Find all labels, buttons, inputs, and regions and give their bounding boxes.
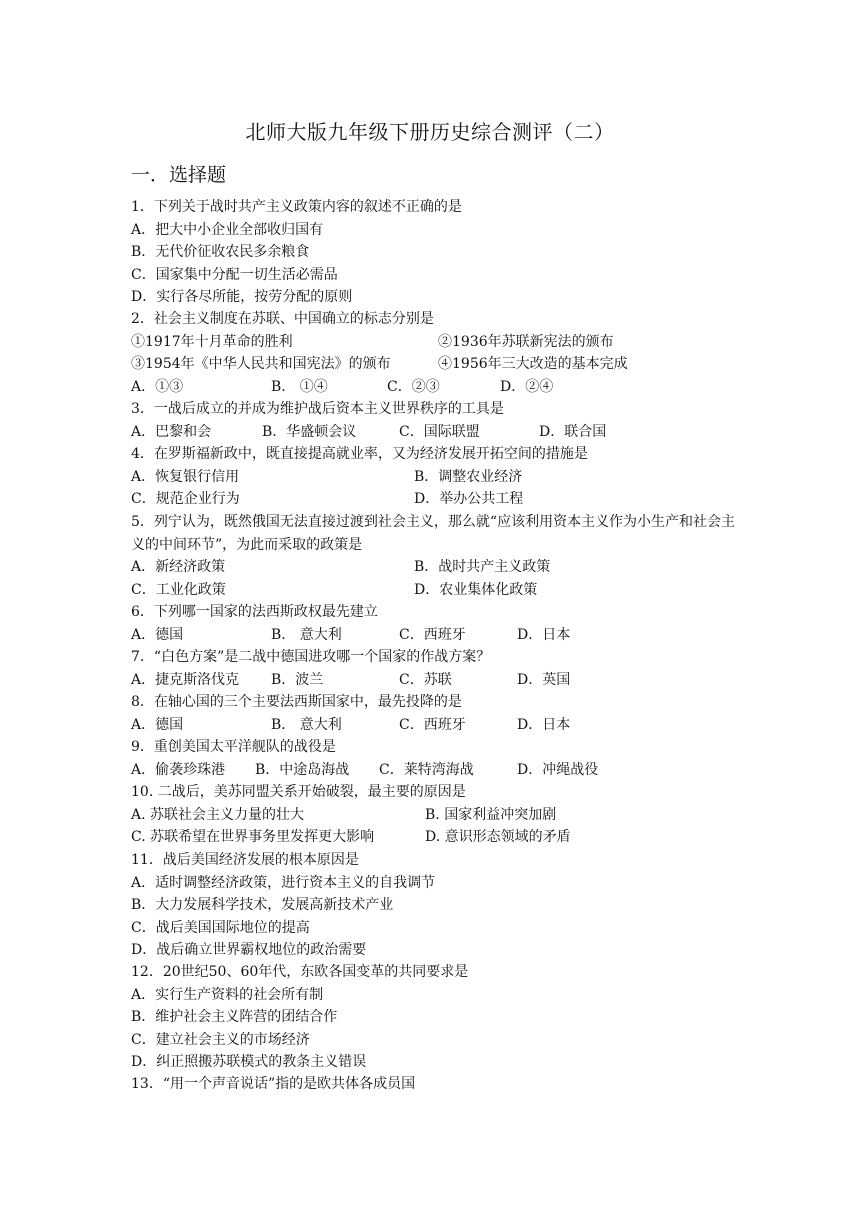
option-c: C．建立社会主义的市场经济 bbox=[131, 1031, 310, 1048]
question-stem: 5．列宁认为，既然俄国无法直接过渡到社会主义，那么就“应该利用资本主义作为小生产和社会主义的中间环节”，为此而采取的政策是 bbox=[131, 514, 736, 553]
options-row-1 bbox=[131, 466, 751, 489]
option-d: D．纠正照搬苏联模式的教条主义错误 bbox=[131, 1054, 367, 1070]
option-b: B．战时共产主义政策 bbox=[414, 559, 551, 575]
question-12 bbox=[131, 961, 751, 1074]
option-b: B. 国家利益冲突加剧 bbox=[425, 806, 557, 823]
items-row-2 bbox=[131, 353, 751, 376]
option-d: D．英国 bbox=[517, 671, 571, 688]
option-a: A. 苏联社会主义力量的壮大 bbox=[131, 806, 305, 823]
question-stem: 13．“用一个声音说话”指的是欧共体各成员国 bbox=[131, 1076, 416, 1092]
question-4 bbox=[131, 443, 751, 511]
options-row bbox=[131, 714, 751, 737]
option-d: D．②④ bbox=[500, 378, 554, 395]
option-b: B． 意大利 bbox=[271, 716, 342, 733]
option-a: A．捷克斯洛伐克 bbox=[131, 671, 240, 688]
option-d: D．战后确立世界霸权地位的政治需要 bbox=[131, 942, 367, 958]
option-a: A．德国 bbox=[131, 626, 184, 643]
option-d: D．日本 bbox=[517, 716, 571, 733]
question-10 bbox=[131, 781, 751, 849]
option-c: C．西班牙 bbox=[399, 716, 466, 733]
option-c: C．西班牙 bbox=[399, 626, 466, 643]
option-c: C．国际联盟 bbox=[399, 423, 480, 440]
question-13 bbox=[131, 1073, 751, 1096]
option-b: B．波兰 bbox=[271, 671, 324, 688]
option-a: A．①③ bbox=[131, 378, 184, 395]
item-3: ③1954年《中华人民共和国宪法》的颁布 bbox=[131, 356, 391, 372]
option-a: A．偷袭珍珠港 bbox=[131, 761, 226, 778]
option-c: C．②③ bbox=[387, 378, 440, 395]
option-d: D．农业集体化政策 bbox=[414, 581, 538, 598]
options-row-2 bbox=[131, 826, 751, 849]
options-row bbox=[131, 624, 751, 647]
options-row-2 bbox=[131, 488, 751, 511]
option-b: B．调整农业经济 bbox=[414, 468, 523, 485]
option-b: B．中途岛海战 bbox=[255, 761, 350, 778]
page-title: 北师大版九年级下册历史综合测评（二） bbox=[245, 120, 615, 144]
options-row bbox=[131, 421, 751, 444]
option-b: B． ①④ bbox=[271, 378, 328, 395]
question-1 bbox=[131, 196, 751, 309]
question-3 bbox=[131, 398, 751, 443]
option-b: B．无代价征收农民多余粮食 bbox=[131, 244, 310, 260]
option-d: D．举办公共工程 bbox=[414, 491, 524, 507]
question-stem: 4．在罗斯福新政中，既直接提高就业率，又为经济发展开拓空间的措施是 bbox=[131, 446, 588, 462]
option-c: C. 苏联希望在世界事务里发挥更大影响 bbox=[131, 829, 375, 845]
question-stem: 6．下列哪一国家的法西斯政权最先建立 bbox=[131, 604, 378, 620]
option-a: A．把大中小企业全部收归国有 bbox=[131, 221, 324, 238]
option-d: D. 意识形态领域的矛盾 bbox=[425, 829, 571, 845]
option-a: A．适时调整经济政策，进行资本主义的自我调节 bbox=[131, 874, 436, 891]
question-stem: 2．社会主义制度在苏联、中国确立的标志分别是 bbox=[131, 311, 434, 327]
question-stem: 8．在轴心国的三个主要法西斯国家中，最先投降的是 bbox=[131, 694, 462, 710]
option-c: C．战后美国国际地位的提高 bbox=[131, 919, 310, 936]
question-6 bbox=[131, 601, 751, 646]
question-8 bbox=[131, 691, 751, 736]
option-a: A．巴黎和会 bbox=[131, 423, 212, 440]
section-heading: 一．选择题 bbox=[131, 164, 227, 186]
options-row bbox=[131, 669, 751, 692]
question-stem: 7．“白色方案”是二战中德国进攻哪一个国家的作战方案？ bbox=[131, 649, 491, 665]
question-stem: 11．战后美国经济发展的根本原因是 bbox=[131, 852, 359, 868]
option-c: C．苏联 bbox=[399, 671, 452, 688]
item-1: ①1917年十月革命的胜利 bbox=[131, 333, 293, 350]
question-stem: 1．下列关于战时共产主义政策内容的叙述不正确的是 bbox=[131, 199, 462, 215]
option-b: B．维护社会主义阵营的团结合作 bbox=[131, 1009, 338, 1025]
option-b: B．大力发展科学技术，发展高新技术产业 bbox=[131, 897, 394, 913]
option-b: B．华盛顿会议 bbox=[262, 423, 357, 440]
option-c: C．工业化政策 bbox=[131, 581, 226, 598]
option-c: C．规范企业行为 bbox=[131, 491, 240, 507]
option-d: D．联合国 bbox=[539, 423, 607, 440]
option-a: A．新经济政策 bbox=[131, 559, 226, 575]
option-c: C．国家集中分配一切生活必需品 bbox=[131, 266, 338, 283]
option-d: D．实行各尽所能，按劳分配的原则 bbox=[131, 289, 353, 305]
item-4: ④1956年三大改造的基本完成 bbox=[438, 356, 628, 372]
options-row bbox=[131, 376, 751, 399]
question-11 bbox=[131, 849, 751, 962]
question-7 bbox=[131, 646, 751, 691]
question-stem: 10. 二战后，美苏同盟关系开始破裂，最主要的原因是 bbox=[131, 784, 466, 800]
question-stem: 12．20世纪50、60年代，东欧各国变革的共同要求是 bbox=[131, 964, 469, 980]
question-stem: 3．一战后成立的并成为维护战后资本主义世界秩序的工具是 bbox=[131, 401, 504, 417]
question-2 bbox=[131, 308, 751, 398]
options-row bbox=[131, 759, 751, 782]
question-5 bbox=[131, 511, 751, 601]
option-d: D．日本 bbox=[517, 626, 571, 643]
option-b: B． 意大利 bbox=[271, 626, 342, 643]
options-row-1 bbox=[131, 804, 751, 827]
option-a: A．德国 bbox=[131, 716, 184, 733]
option-c: C．莱特湾海战 bbox=[379, 761, 474, 778]
items-row-1 bbox=[131, 331, 751, 354]
option-d: D．冲绳战役 bbox=[517, 761, 599, 778]
options-row-2 bbox=[131, 579, 751, 602]
option-a: A．实行生产资料的社会所有制 bbox=[131, 986, 324, 1003]
option-a: A．恢复银行信用 bbox=[131, 468, 240, 485]
options-row-1 bbox=[131, 556, 751, 579]
item-2: ②1936年苏联新宪法的颁布 bbox=[438, 333, 614, 350]
question-stem: 9．重创美国太平洋舰队的战役是 bbox=[131, 739, 336, 755]
question-9 bbox=[131, 736, 751, 781]
